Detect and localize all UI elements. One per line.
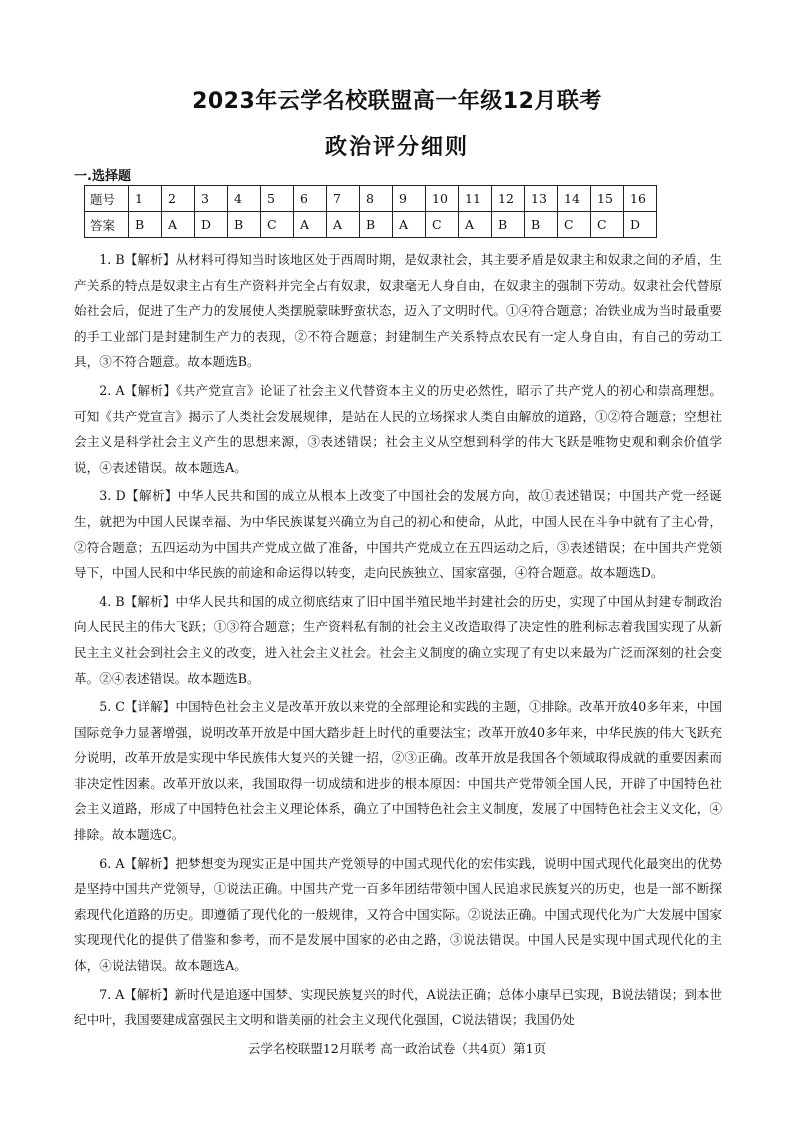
question-number-cell: 9 xyxy=(393,186,426,212)
explanation-paragraph: 6. A【解析】把梦想变为现实正是中国共产党领导的中国式现代化的宏伟实践，说明中国式现代化最突出的优势是坚持中国共产党领导，①说法正确。中国共产党一百多年团结带领中国人民追求民族复兴的历史，也是一部不断探索现代化道路的历史。即遵循了现代化的一般规律，又符合中国实际。②说法正确。中国式现代化为广大发展中国家实现现代化的提供了借鉴和参考，而不是发展中国家的必由之路，③说法错误。中国人民是实现中国式现代化的主体，④说法错误。故本题选A。 xyxy=(74,855,722,974)
question-number-cell: 13 xyxy=(525,186,558,212)
answer-cell: C xyxy=(591,212,624,238)
explanation-paragraph: 3. D【解析】中华人民共和国的成立从根本上改变了中国社会的发展方向，故①表述错误；中国共产党一经诞生，就把为中国人民谋幸福、为中华民族谋复兴确立为自己的初心和使命，从此，中国人民在斗争中就有了主心骨，②符合题意；五四运动为中国共产党成立做了准备，中国共产党成立在五四运动之后，③表述错误；在中国共产党领导下，中国人民和中华民族的前途和命运得以转变，走向民族独立、国家富强，④符合题意。故本题选D。 xyxy=(74,488,722,581)
question-number-cell: 4 xyxy=(228,186,261,212)
section-heading: 一.选择题 xyxy=(74,169,131,184)
question-number-cell: 14 xyxy=(558,186,591,212)
row-label-answer: 答案 xyxy=(85,212,129,238)
answer-table-number-row xyxy=(85,186,657,212)
explanation-paragraph: 4. B【解析】中华人民共和国的成立彻底结束了旧中国半殖民地半封建社会的历史，实现了中国从封建专制政治向人民民主的伟大飞跃；①③符合题意；生产资料私有制的社会主义改造取得了决定性的胜利标志着我国实现了从新民主主义社会到社会主义的改变，进入社会主义社会。社会主义制度的确立实现了有史以来最为广泛而深刻的社会变革。②④表述错误。故本题选B。 xyxy=(74,593,722,686)
answer-cell: C xyxy=(261,212,294,238)
page-title: 2023年云学名校联盟高一年级12月联考 xyxy=(192,89,602,114)
question-number-cell: 7 xyxy=(327,186,360,212)
question-number-cell: 12 xyxy=(492,186,525,212)
answer-table xyxy=(84,185,657,238)
answer-cell: B xyxy=(360,212,393,238)
answer-cell: B xyxy=(228,212,261,238)
question-number-cell: 16 xyxy=(624,186,657,212)
answer-cell: D xyxy=(624,212,657,238)
page-subtitle: 政治评分细则 xyxy=(324,135,469,160)
question-number-cell: 8 xyxy=(360,186,393,212)
explanation-paragraph: 1. B【解析】从材料可得知当时该地区处于西周时期，是奴隶社会，其主要矛盾是奴隶主和奴隶之间的矛盾，生产关系的特点是奴隶主占有生产资料并完全占有奴隶，奴隶毫无人身自由，在奴隶主的强制下劳动。奴隶社会代替原始社会后，促进了生产力的发展使人类摆脱蒙昧野蛮状态，迈入了文明时代。①④符合题意；冶铁业成为当时最重要的手工业部门是封建制生产力的表现，②不符合题意；封建制生产关系特点农民有一定人身自由，有自己的劳动工具，③不符合题意。故本题选B。 xyxy=(74,252,722,370)
explanation-paragraph: 2. A【解析】《共产党宣言》论证了社会主义代替资本主义的历史必然性，昭示了共产党人的初心和崇高理想。可知《共产党宣言》揭示了人类社会发展规律，是站在人民的立场探求人类自由解放的道路，①②符合题意；空想社会主义是科学社会主义产生的思想来源，③表述错误；社会主义从空想到科学的伟大飞跃是唯物史观和剩余价值学说，④表述错误。故本题选A。 xyxy=(74,382,722,475)
question-number-cell: 5 xyxy=(261,186,294,212)
answer-cell: B xyxy=(525,212,558,238)
answer-cell: D xyxy=(195,212,228,238)
question-number-cell: 2 xyxy=(162,186,195,212)
row-label-number: 题号 xyxy=(85,186,129,212)
answer-cell: A xyxy=(459,212,492,238)
answer-cell: C xyxy=(426,212,459,238)
question-number-cell: 11 xyxy=(459,186,492,212)
answer-cell: A xyxy=(393,212,426,238)
question-number-cell: 15 xyxy=(591,186,624,212)
answer-cell: B xyxy=(492,212,525,238)
answer-table-answer-row xyxy=(85,212,657,238)
explanation-paragraph: 5. C【详解】中国特色社会主义是改革开放以来党的全部理论和实践的主题，①排除。改革开放40多年来，中国国际竞争力显著增强，说明改革开放是中国大踏步赶上时代的重要法宝；改革开放40多年来，中华民族的伟大飞跃充分说明，改革开放是实现中华民族伟大复兴的关键一招，②③正确。改革开放是我国各个领域取得成就的重要因素而非决定性因素。改革开放以来，我国取得一切成绩和进步的根本原因：中国共产党带领全国人民，开辟了中国特色社会主义道路，形成了中国特色社会主义理论体系，确立了中国特色社会主义制度，发展了中国特色社会主义文化，④排除。故本题选C。 xyxy=(74,699,722,843)
question-number-cell: 3 xyxy=(195,186,228,212)
explanations xyxy=(74,247,722,1036)
question-number-cell: 10 xyxy=(426,186,459,212)
answer-cell: C xyxy=(558,212,591,238)
answer-cell: A xyxy=(162,212,195,238)
question-number-cell: 6 xyxy=(294,186,327,212)
page-footer: 云学名校联盟12月联考 高一政治试卷（共4页）第1页 xyxy=(247,1041,547,1056)
answer-cell: B xyxy=(129,212,162,238)
answer-cell: A xyxy=(294,212,327,238)
question-number-cell: 1 xyxy=(129,186,162,212)
answer-cell: A xyxy=(327,212,360,238)
explanation-paragraph: 7. A【解析】新时代是追逐中国梦、实现民族复兴的时代，A说法正确；总体小康早已实现，B说法错误；到本世纪中叶，我国要建成富强民主文明和谐美丽的社会主义现代化强国，C说法错误；我国仍处 xyxy=(74,986,722,1028)
